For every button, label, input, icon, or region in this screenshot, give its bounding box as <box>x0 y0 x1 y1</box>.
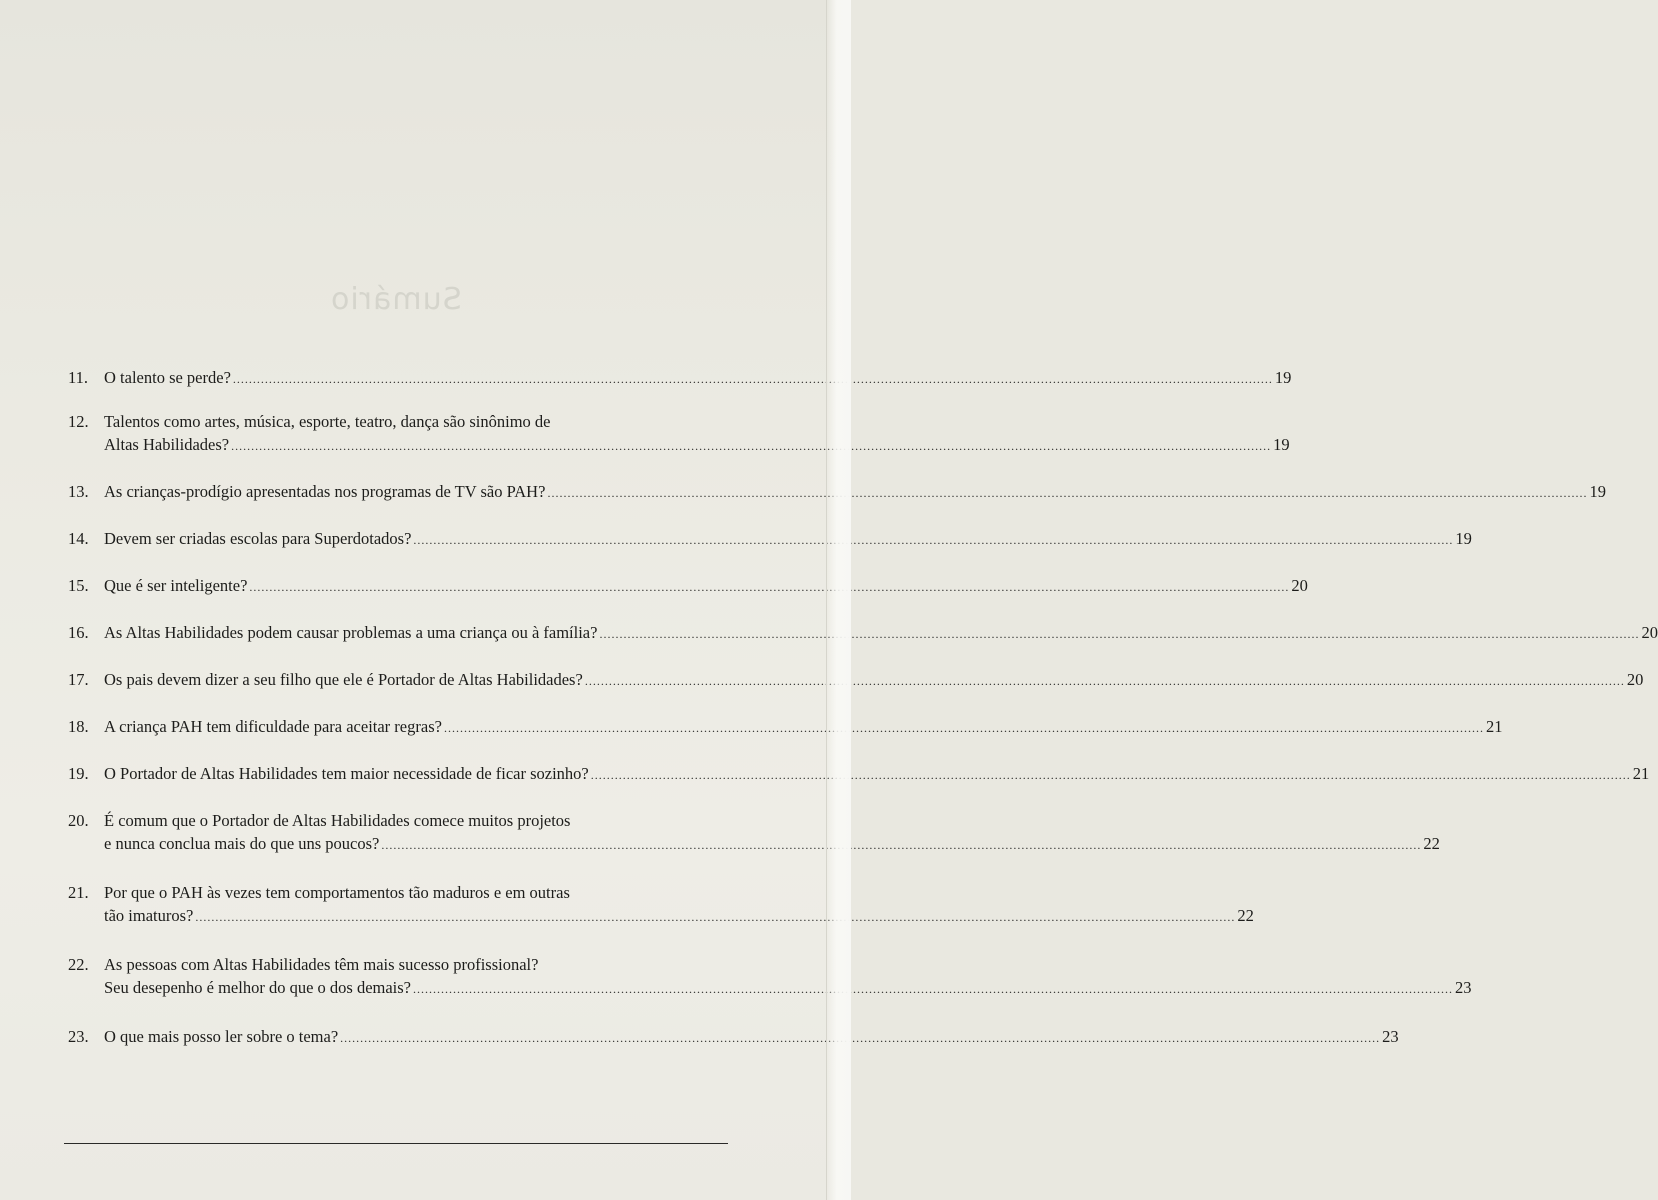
entry-number: 16. <box>68 623 89 642</box>
table-of-contents <box>58 360 1658 1050</box>
dot-leader <box>381 832 1421 857</box>
entry-title: Os pais devem dizer a seu filho que ele é Portador de Altas Habilidades? <box>104 670 583 689</box>
entry-title: As crianças-prodígio apresentadas nos programas de TV são PAH? <box>104 482 546 501</box>
toc-entry-23 <box>58 1025 1399 1050</box>
toc-entry-11 <box>58 366 1292 391</box>
toc-entry-13 <box>58 480 1606 505</box>
entry-page-number: 21 <box>1485 717 1503 736</box>
entry-title: A criança PAH tem dificuldade para aceitar regras? <box>104 717 442 736</box>
toc-entry-16 <box>58 621 1658 646</box>
entry-page-number: 23 <box>1382 1027 1399 1046</box>
entry-title-line: As pessoas com Altas Habilidades têm mais sucesso profissional? <box>104 955 539 974</box>
toc-entry-14 <box>58 527 1472 552</box>
dot-leader <box>444 715 1484 740</box>
entry-page-number: 22 <box>1237 906 1254 925</box>
entry-page-number: 20 <box>1641 623 1658 642</box>
dot-leader <box>413 527 1453 552</box>
dot-leader <box>413 976 1453 1001</box>
entry-number: 21. <box>68 883 89 902</box>
dot-leader <box>231 433 1271 458</box>
dot-leader <box>340 1025 1380 1050</box>
footer-rule <box>64 1143 728 1144</box>
entry-page-number: 19 <box>1273 435 1290 454</box>
entry-number: 17. <box>68 670 89 689</box>
entry-title-line: É comum que o Portador de Altas Habilidades comece muitos projetos <box>104 811 571 830</box>
dot-leader <box>547 480 1587 505</box>
entry-title: O Portador de Altas Habilidades tem maior necessidade de ficar sozinho? <box>104 764 589 783</box>
entry-page-number: 19 <box>1589 482 1606 501</box>
entry-number: 11. <box>68 368 89 387</box>
entry-number: 23. <box>68 1027 89 1046</box>
dot-leader <box>233 366 1273 391</box>
toc-entry-15 <box>58 574 1308 599</box>
entry-number: 15. <box>68 576 89 595</box>
entry-number: 22. <box>68 955 89 974</box>
entry-title: tão imaturos? <box>104 906 194 925</box>
entry-title-line: Por que o PAH às vezes tem comportamentos tão maduros e em outras <box>104 883 570 902</box>
entry-number: 14. <box>68 529 89 548</box>
entry-number: 18. <box>68 717 89 736</box>
entry-title-line: Talentos como artes, música, esporte, teatro, dança são sinônimo de <box>104 412 551 431</box>
entry-title: e nunca conclua mais do que uns poucos? <box>104 834 380 853</box>
toc-entry-21 <box>58 881 1254 929</box>
entry-number: 12. <box>68 412 89 431</box>
entry-title: Altas Habilidades? <box>104 435 230 454</box>
entry-title: As Altas Habilidades podem causar problemas a uma criança ou à família? <box>104 623 598 642</box>
entry-page-number: 22 <box>1423 834 1440 853</box>
toc-entry-19 <box>58 762 1650 787</box>
entry-title: Devem ser criadas escolas para Superdotados? <box>104 529 412 548</box>
entry-number: 19. <box>68 764 89 783</box>
dot-leader <box>591 762 1631 787</box>
entry-page-number: 23 <box>1455 978 1472 997</box>
toc-entry-17 <box>58 668 1644 693</box>
dot-leader <box>249 574 1289 599</box>
entry-number: 13. <box>68 482 89 501</box>
entry-page-number: 19 <box>1455 529 1472 548</box>
entry-title: O talento se perde? <box>104 368 231 387</box>
toc-entry-22 <box>58 953 1472 1001</box>
entry-title: O que mais posso ler sobre o tema? <box>104 1027 339 1046</box>
entry-title: Seu desepenho é melhor do que o dos demais? <box>104 978 412 997</box>
entry-title: Que é ser inteligente? <box>104 576 248 595</box>
entry-page-number: 20 <box>1291 576 1308 595</box>
toc-entry-12 <box>58 410 1290 458</box>
toc-entry-20 <box>58 809 1440 857</box>
entry-page-number: 21 <box>1632 764 1650 783</box>
entry-number: 20. <box>68 811 89 830</box>
entry-page-number: 20 <box>1626 670 1644 689</box>
dot-leader <box>585 668 1625 693</box>
toc-entry-18 <box>58 715 1503 740</box>
bleed-through-title: Sumário <box>330 282 462 317</box>
page-edge <box>826 0 851 1200</box>
dot-leader <box>599 621 1639 646</box>
dot-leader <box>195 904 1235 929</box>
entry-page-number: 19 <box>1274 368 1292 387</box>
